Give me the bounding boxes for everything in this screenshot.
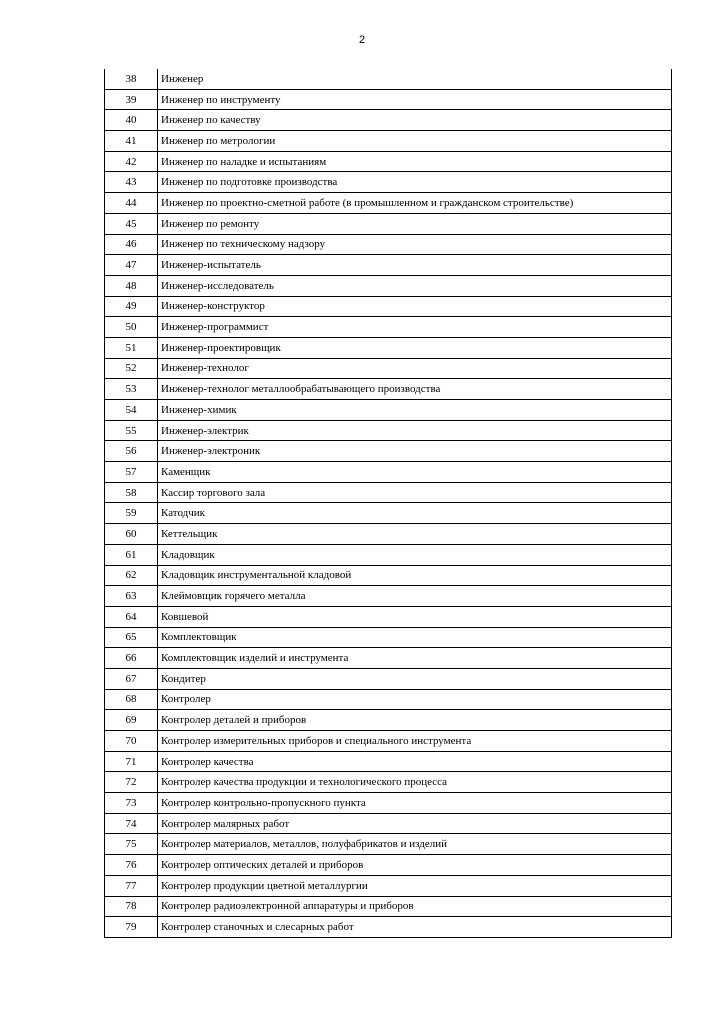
profession-name: Контролер оптических деталей и приборов <box>158 855 672 876</box>
profession-name: Инженер по метрологии <box>158 131 672 152</box>
table-row <box>105 875 672 896</box>
page-number: 2 <box>358 34 366 46</box>
table-row <box>105 834 672 855</box>
table-row <box>105 275 672 296</box>
row-number: 47 <box>105 255 158 276</box>
profession-name: Инженер-электроник <box>158 441 672 462</box>
profession-name: Инженер-проектировщик <box>158 337 672 358</box>
table-row <box>105 917 672 938</box>
profession-name: Контролер <box>158 689 672 710</box>
profession-name: Кондитер <box>158 668 672 689</box>
profession-name: Каменщик <box>158 462 672 483</box>
row-number: 40 <box>105 110 158 131</box>
profession-name: Контролер продукции цветной металлургии <box>158 875 672 896</box>
row-number: 53 <box>105 379 158 400</box>
profession-name: Инженер-испытатель <box>158 255 672 276</box>
row-number: 65 <box>105 627 158 648</box>
profession-name: Контролер станочных и слесарных работ <box>158 917 672 938</box>
row-number: 79 <box>105 917 158 938</box>
table-row <box>105 606 672 627</box>
table-row <box>105 793 672 814</box>
row-number: 70 <box>105 731 158 752</box>
table-row <box>105 627 672 648</box>
row-number: 39 <box>105 89 158 110</box>
row-number: 74 <box>105 813 158 834</box>
table-row <box>105 213 672 234</box>
profession-name: Инженер по проектно-сметной работе (в промышленном и гражданском строительстве) <box>158 193 672 214</box>
row-number: 66 <box>105 648 158 669</box>
row-number: 38 <box>105 69 158 89</box>
table-row <box>105 420 672 441</box>
table-row <box>105 689 672 710</box>
table-row <box>105 648 672 669</box>
row-number: 50 <box>105 317 158 338</box>
row-number: 42 <box>105 151 158 172</box>
profession-name: Кассир торгового зала <box>158 482 672 503</box>
row-number: 56 <box>105 441 158 462</box>
row-number: 46 <box>105 234 158 255</box>
row-number: 60 <box>105 524 158 545</box>
row-number: 63 <box>105 586 158 607</box>
table-row <box>105 565 672 586</box>
row-number: 71 <box>105 751 158 772</box>
profession-name: Инженер-электрик <box>158 420 672 441</box>
table-row <box>105 172 672 193</box>
profession-name: Инженер-программист <box>158 317 672 338</box>
profession-name: Кеттельщик <box>158 524 672 545</box>
table-row <box>105 193 672 214</box>
profession-name: Комплектовщик <box>158 627 672 648</box>
row-number: 72 <box>105 772 158 793</box>
row-number: 45 <box>105 213 158 234</box>
row-number: 48 <box>105 275 158 296</box>
row-number: 67 <box>105 668 158 689</box>
profession-name: Инженер-химик <box>158 400 672 421</box>
table-row <box>105 89 672 110</box>
profession-name: Инженер-исследователь <box>158 275 672 296</box>
row-number: 51 <box>105 337 158 358</box>
table-row <box>105 462 672 483</box>
row-number: 69 <box>105 710 158 731</box>
table-row <box>105 151 672 172</box>
row-number: 57 <box>105 462 158 483</box>
table-row <box>105 234 672 255</box>
profession-name: Инженер по качеству <box>158 110 672 131</box>
profession-name: Инженер <box>158 69 672 89</box>
table-row <box>105 503 672 524</box>
profession-name: Кладовщик инструментальной кладовой <box>158 565 672 586</box>
table-row <box>105 710 672 731</box>
row-number: 43 <box>105 172 158 193</box>
table-row <box>105 772 672 793</box>
table-row <box>105 855 672 876</box>
profession-name: Клеймовщик горячего металла <box>158 586 672 607</box>
table-body <box>105 69 672 937</box>
row-number: 58 <box>105 482 158 503</box>
profession-name: Инженер по наладке и испытаниям <box>158 151 672 172</box>
table-row <box>105 544 672 565</box>
table-row <box>105 751 672 772</box>
row-number: 55 <box>105 420 158 441</box>
row-number: 61 <box>105 544 158 565</box>
profession-name: Контролер качества продукции и технологического процесса <box>158 772 672 793</box>
table-row <box>105 131 672 152</box>
profession-name: Контролер материалов, металлов, полуфабрикатов и изделий <box>158 834 672 855</box>
profession-name: Инженер по инструменту <box>158 89 672 110</box>
table-row <box>105 255 672 276</box>
profession-name: Инженер по техническому надзору <box>158 234 672 255</box>
profession-name: Контролер измерительных приборов и специального инструмента <box>158 731 672 752</box>
table-row <box>105 110 672 131</box>
profession-name: Контролер деталей и приборов <box>158 710 672 731</box>
table-row <box>105 69 672 89</box>
row-number: 59 <box>105 503 158 524</box>
row-number: 64 <box>105 606 158 627</box>
table-row <box>105 482 672 503</box>
profession-name: Контролер малярных работ <box>158 813 672 834</box>
row-number: 76 <box>105 855 158 876</box>
table-row <box>105 441 672 462</box>
profession-name: Инженер по подготовке производства <box>158 172 672 193</box>
profession-name: Комплектовщик изделий и инструмента <box>158 648 672 669</box>
table-row <box>105 400 672 421</box>
table-row <box>105 896 672 917</box>
table-row <box>105 813 672 834</box>
table-row <box>105 337 672 358</box>
profession-name: Контролер качества <box>158 751 672 772</box>
row-number: 75 <box>105 834 158 855</box>
profession-name: Контролер радиоэлектронной аппаратуры и приборов <box>158 896 672 917</box>
profession-name: Катодчик <box>158 503 672 524</box>
table-row <box>105 296 672 317</box>
row-number: 73 <box>105 793 158 814</box>
profession-name: Кладовщик <box>158 544 672 565</box>
table-row <box>105 731 672 752</box>
table-row <box>105 586 672 607</box>
row-number: 41 <box>105 131 158 152</box>
table-row <box>105 358 672 379</box>
table-row <box>105 379 672 400</box>
profession-name: Инженер-конструктор <box>158 296 672 317</box>
profession-name: Ковшевой <box>158 606 672 627</box>
professions-table <box>104 69 672 938</box>
row-number: 77 <box>105 875 158 896</box>
profession-name: Инженер-технолог металлообрабатывающего производства <box>158 379 672 400</box>
row-number: 68 <box>105 689 158 710</box>
profession-name: Инженер-технолог <box>158 358 672 379</box>
professions-table-container <box>104 69 672 938</box>
table-row <box>105 317 672 338</box>
row-number: 44 <box>105 193 158 214</box>
row-number: 52 <box>105 358 158 379</box>
table-row <box>105 524 672 545</box>
row-number: 62 <box>105 565 158 586</box>
row-number: 54 <box>105 400 158 421</box>
row-number: 49 <box>105 296 158 317</box>
table-row <box>105 668 672 689</box>
row-number: 78 <box>105 896 158 917</box>
profession-name: Инженер по ремонту <box>158 213 672 234</box>
profession-name: Контролер контрольно-пропускного пункта <box>158 793 672 814</box>
